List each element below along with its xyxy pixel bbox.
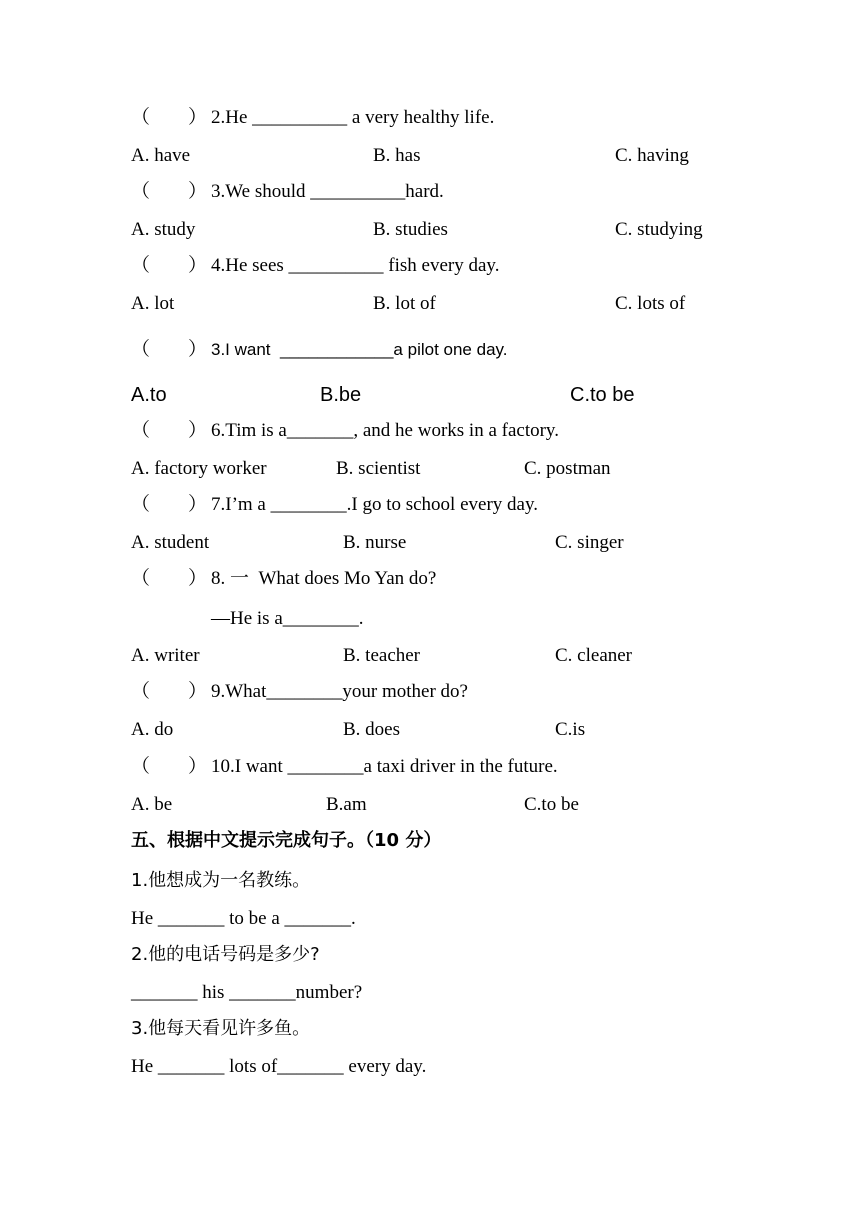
option-b: B.am — [326, 794, 367, 815]
option-b: B. studies — [373, 219, 448, 240]
option-c: C. studying — [615, 219, 703, 240]
option-c: C. singer — [555, 532, 624, 553]
question-stem: 7.I’m a ________.I go to school every day. — [211, 494, 538, 515]
question-stem: 2.He __________ a very healthy life. — [211, 107, 495, 128]
section-heading: 五、根据中文提示完成句子。（10 分） — [131, 830, 442, 851]
question-stem: 9.What________your mother do? — [211, 681, 468, 702]
chinese-prompt: 2.他的电话号码是多少? — [131, 944, 320, 965]
option-b: B. does — [343, 719, 400, 740]
answer-bracket: （ ） — [131, 107, 208, 128]
chinese-prompt: 1.他想成为一名教练。 — [131, 870, 311, 891]
answer-line: —He is a________. — [211, 608, 364, 629]
option-b: B. scientist — [336, 458, 421, 479]
option-b: B. lot of — [373, 293, 436, 314]
option-a: A. do — [131, 719, 174, 740]
option-a: A. be — [131, 794, 173, 815]
english-answer-line: He _______ lots of_______ every day. — [131, 1056, 427, 1077]
answer-bracket: （ ） — [131, 494, 208, 515]
question-stem: 4.He sees __________ fish every day. — [211, 255, 500, 276]
option-a: A. lot — [131, 293, 175, 314]
option-c: C. postman — [524, 458, 611, 479]
option-a: A. have — [131, 145, 191, 166]
question-stem: 3.I want ____________a pilot one day. — [211, 340, 508, 359]
answer-bracket: （ ） — [131, 756, 208, 777]
option-c: C.to be — [524, 794, 579, 815]
question-stem: 8. 一 What does Mo Yan do? — [211, 568, 437, 589]
option-a: A. factory worker — [131, 458, 267, 479]
question-stem: 3.We should __________hard. — [211, 181, 444, 202]
option-c: C. cleaner — [555, 645, 633, 666]
option-c: C. having — [615, 145, 689, 166]
chinese-prompt: 3.他每天看见许多鱼。 — [131, 1018, 311, 1039]
option-b: B.be — [320, 384, 362, 406]
answer-bracket: （ ） — [131, 420, 208, 441]
answer-bracket: （ ） — [131, 568, 208, 589]
option-c: C. lots of — [615, 293, 686, 314]
question-stem: 6.Tim is a_______, and he works in a factory. — [211, 420, 559, 441]
option-a: A. writer — [131, 645, 200, 666]
option-b: B. nurse — [343, 532, 407, 553]
english-answer-line: He _______ to be a _______. — [131, 908, 356, 929]
option-a: A. study — [131, 219, 196, 240]
option-b: B. has — [373, 145, 421, 166]
english-answer-line: _______ his _______number? — [131, 982, 363, 1003]
answer-bracket: （ ） — [131, 255, 208, 276]
option-b: B. teacher — [343, 645, 421, 666]
answer-bracket: （ ） — [131, 339, 208, 360]
option-c: C.to be — [570, 384, 635, 406]
answer-bracket: （ ） — [131, 181, 208, 202]
option-a: A.to — [131, 384, 167, 406]
option-c: C.is — [555, 719, 586, 740]
answer-bracket: （ ） — [131, 681, 208, 702]
option-a: A. student — [131, 532, 210, 553]
question-stem: 10.I want ________a taxi driver in the future. — [211, 756, 558, 777]
